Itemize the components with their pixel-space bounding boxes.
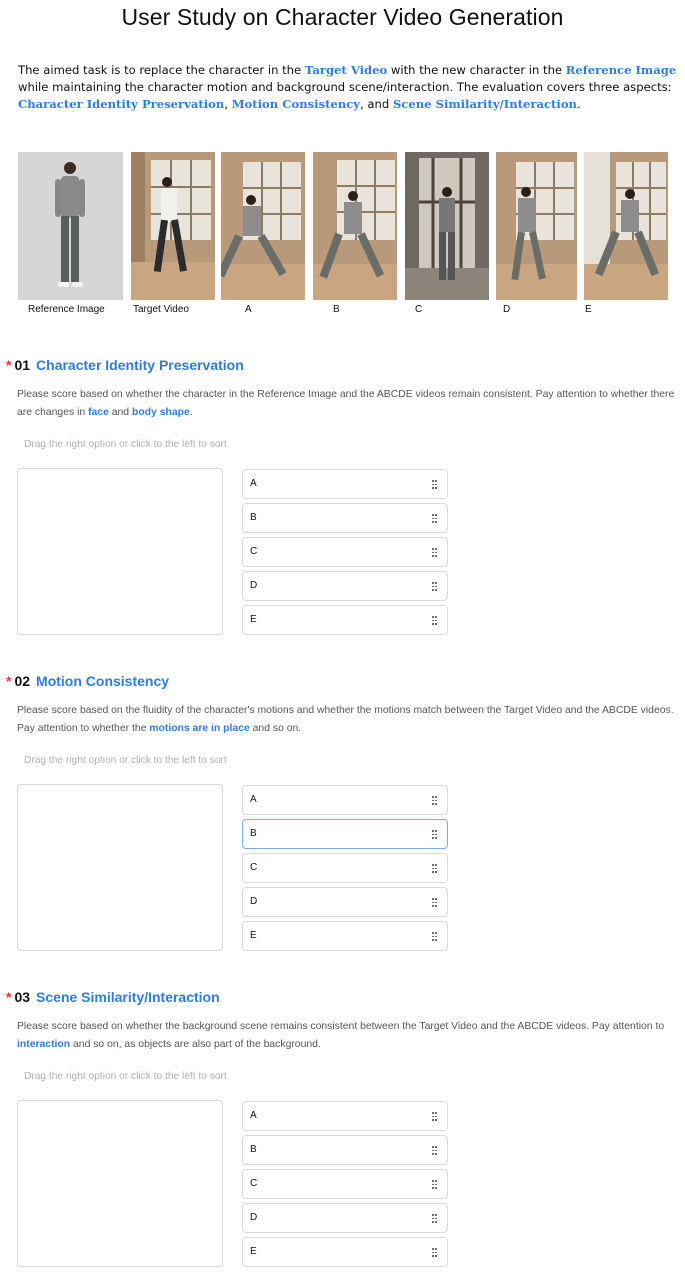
aspect-motion-highlight: Motion Consistency	[231, 97, 361, 111]
question-3-sort-hint: Drag the right option or click to the left to sort	[24, 1071, 227, 1082]
thumb-label-a: A	[245, 304, 252, 315]
video-c-thumb[interactable]	[405, 152, 489, 300]
question-1-description: Please score based on whether the character in the Reference Image and the ABCDE videos remain consistent. Pay attention to whether there are changes in face and body shape.	[17, 389, 675, 418]
thumb-label-c: C	[415, 304, 423, 315]
video-a-thumb[interactable]	[221, 152, 305, 300]
question-2-drop-zone[interactable]	[17, 784, 223, 951]
question-3-option-c[interactable]: C	[242, 1169, 448, 1199]
question-1-option-d[interactable]: D	[242, 571, 448, 601]
reference-image-highlight: Reference Image	[565, 63, 677, 77]
drag-handle-icon[interactable]	[432, 1248, 437, 1258]
question-2-option-b[interactable]: B	[242, 819, 448, 849]
question-1-drop-zone[interactable]	[17, 468, 223, 635]
question-3-option-d[interactable]: D	[242, 1203, 448, 1233]
question-1-title: * 01 Character Identity Preservation	[6, 357, 244, 373]
question-2-sort-hint: Drag the right option or click to the left to sort	[24, 755, 227, 766]
question-2-option-d[interactable]: D	[242, 887, 448, 917]
question-1-option-c[interactable]: C	[242, 537, 448, 567]
question-2-title: * 02 Motion Consistency	[6, 673, 170, 689]
thumb-label-d: D	[503, 304, 511, 315]
intro-paragraph: The aimed task is to replace the character in the Target Video with the new character in the Reference Image while maintaining the character motion and background scene/interaction. The evaluation covers three aspects: Character Identity Preservation, Motion Consistency, and Scene Similarity/Interaction.	[18, 63, 677, 111]
thumb-label-b: B	[333, 304, 340, 315]
reference-image-thumb[interactable]	[18, 152, 123, 300]
question-2-option-e[interactable]: E	[242, 921, 448, 951]
drag-handle-icon[interactable]	[432, 1214, 437, 1224]
drag-handle-icon[interactable]	[432, 1180, 437, 1190]
drag-handle-icon[interactable]	[432, 582, 437, 592]
aspect-scene-highlight: Scene Similarity/Interaction	[392, 97, 577, 111]
question-1-sort-hint: Drag the right option or click to the left to sort	[24, 439, 227, 450]
drag-handle-icon[interactable]	[432, 514, 437, 524]
question-2-option-c[interactable]: C	[242, 853, 448, 883]
question-2-description: Please score based on the fluidity of the character's motions and whether the motions match between the Target Video and the ABCDE videos. Pay attention to whether the motions are in place and so on.	[17, 705, 674, 734]
drag-handle-icon[interactable]	[432, 830, 437, 840]
drag-handle-icon[interactable]	[432, 1146, 437, 1156]
thumb-label-e: E	[585, 304, 592, 315]
question-1-option-e[interactable]: E	[242, 605, 448, 635]
drag-handle-icon[interactable]	[432, 932, 437, 942]
question-1-option-b[interactable]: B	[242, 503, 448, 533]
video-b-thumb[interactable]	[313, 152, 397, 300]
question-2-option-a[interactable]: A	[242, 785, 448, 815]
page-title: User Study on Character Video Generation	[121, 4, 564, 30]
video-e-thumb[interactable]	[584, 152, 668, 300]
question-3-description: Please score based on whether the background scene remains consistent between the Target Video and the ABCDE videos. Pay attention to interaction and so on, as objects are also part of the background.	[17, 1021, 665, 1050]
drag-handle-icon[interactable]	[432, 480, 437, 490]
drag-handle-icon[interactable]	[432, 616, 437, 626]
drag-handle-icon[interactable]	[432, 898, 437, 908]
drag-handle-icon[interactable]	[432, 864, 437, 874]
question-3-drop-zone[interactable]	[17, 1100, 223, 1267]
drag-handle-icon[interactable]	[432, 548, 437, 558]
target-video-thumb[interactable]	[131, 152, 215, 300]
drag-handle-icon[interactable]	[432, 796, 437, 806]
aspect-identity-highlight: Character Identity Preservation	[18, 97, 225, 111]
question-3-option-a[interactable]: A	[242, 1101, 448, 1131]
video-d-thumb[interactable]	[496, 152, 577, 300]
question-3-option-e[interactable]: E	[242, 1237, 448, 1267]
target-video-highlight: Target Video	[304, 63, 388, 77]
drag-handle-icon[interactable]	[432, 1112, 437, 1122]
question-1-option-a[interactable]: A	[242, 469, 448, 499]
thumb-label-target: Target Video	[133, 304, 189, 315]
thumbnail-labels	[18, 304, 668, 318]
question-3-option-b[interactable]: B	[242, 1135, 448, 1165]
video-thumbnails	[18, 152, 668, 302]
thumb-label-reference: Reference Image	[28, 304, 105, 315]
question-3-title: * 03 Scene Similarity/Interaction	[6, 989, 220, 1005]
